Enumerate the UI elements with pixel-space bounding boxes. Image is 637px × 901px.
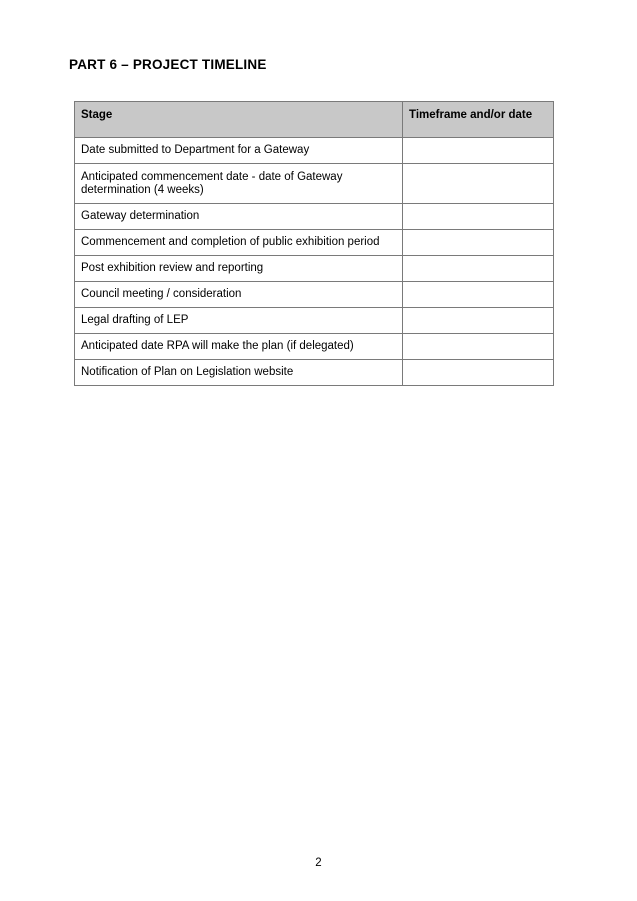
timeframe-cell[interactable] <box>403 282 554 308</box>
table-row <box>75 256 554 282</box>
page-title: PART 6 – PROJECT TIMELINE <box>69 57 267 72</box>
stage-cell: Post exhibition review and reporting <box>75 256 403 282</box>
table-row <box>75 164 554 204</box>
timeframe-cell[interactable] <box>403 230 554 256</box>
stage-cell: Commencement and completion of public exhibition period <box>75 230 403 256</box>
stage-cell: Gateway determination <box>75 204 403 230</box>
stage-cell: Anticipated date RPA will make the plan (if delegated) <box>75 334 403 360</box>
table-row <box>75 334 554 360</box>
timeframe-cell[interactable] <box>403 138 554 164</box>
column-header-stage: Stage <box>75 102 403 138</box>
table-row <box>75 282 554 308</box>
timeframe-cell[interactable] <box>403 164 554 204</box>
table-row <box>75 308 554 334</box>
table-row <box>75 204 554 230</box>
timeframe-cell[interactable] <box>403 256 554 282</box>
stage-cell: Anticipated commencement date - date of Gateway determination (4 weeks) <box>75 164 403 204</box>
timeframe-cell[interactable] <box>403 334 554 360</box>
table-row <box>75 230 554 256</box>
stage-cell: Council meeting / consideration <box>75 282 403 308</box>
table-row <box>75 360 554 386</box>
stage-cell: Notification of Plan on Legislation website <box>75 360 403 386</box>
table-row <box>75 138 554 164</box>
timeframe-cell[interactable] <box>403 204 554 230</box>
project-timeline-table <box>74 101 554 386</box>
page-number: 2 <box>315 857 322 869</box>
table-header-row <box>75 102 554 138</box>
timeframe-cell[interactable] <box>403 308 554 334</box>
stage-cell: Date submitted to Department for a Gateway <box>75 138 403 164</box>
timeframe-cell[interactable] <box>403 360 554 386</box>
stage-cell: Legal drafting of LEP <box>75 308 403 334</box>
column-header-timeframe: Timeframe and/or date <box>403 102 554 138</box>
